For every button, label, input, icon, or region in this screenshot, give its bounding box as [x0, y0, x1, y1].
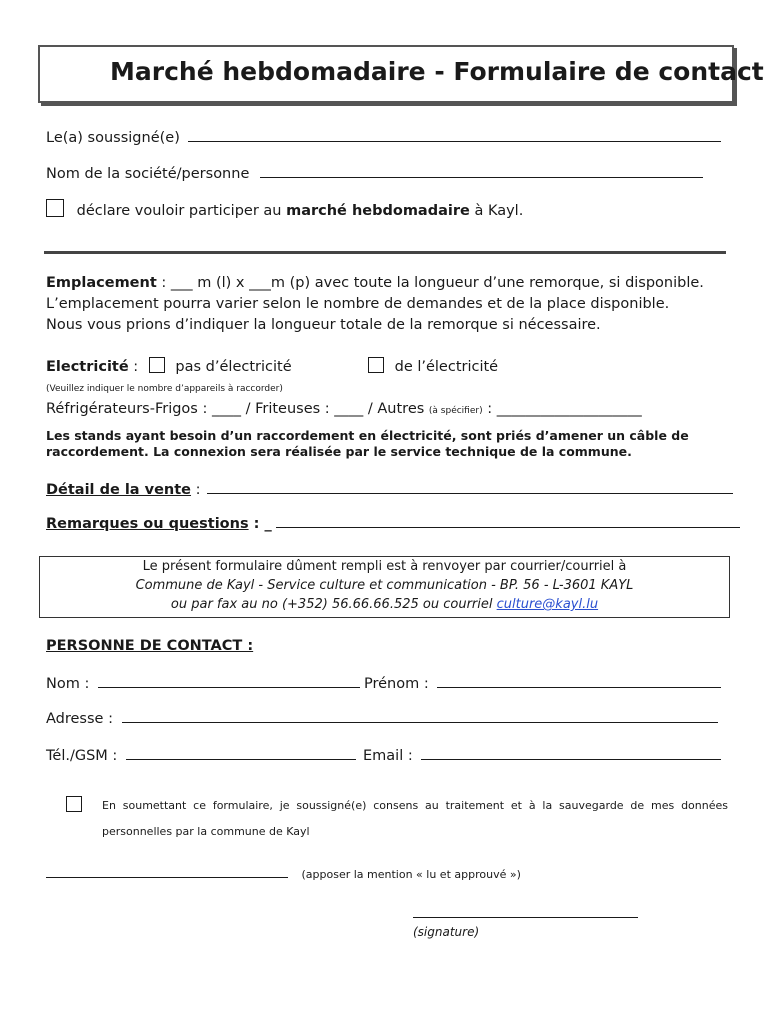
electricite-row [46, 357, 292, 375]
electricity-checkbox[interactable] [368, 357, 384, 373]
page-title: Marché hebdomadaire - Formulaire de contact [110, 57, 764, 86]
no-electricity-label: pas d’électricité [175, 359, 292, 375]
soussigne-field[interactable] [188, 128, 721, 142]
adresse-field[interactable] [122, 709, 718, 723]
email-field[interactable] [421, 746, 721, 760]
electricite-colon: : [128, 359, 139, 375]
declare-checkbox[interactable] [46, 199, 64, 217]
remarques-suffix: : _ [248, 516, 272, 532]
remarques-row [46, 514, 740, 532]
declare-row [46, 199, 523, 219]
tel-label: Tél./GSM : [46, 748, 118, 764]
emplacement-line2: L’emplacement pourra varier selon le nombre de demandes et de la place disponible. [46, 296, 670, 312]
emplacement-line1-text: : ___ m (l) x ___m (p) avec toute la longueur d’une remorque, si disponible. [156, 275, 704, 291]
declare-text-before: déclare vouloir participer au [76, 203, 287, 219]
signature-field[interactable] [413, 917, 638, 918]
electricity-label: de l’électricité [394, 359, 499, 375]
address-line1: Le présent formulaire dûment rempli est à renvoyer par courrier/courriel à [142, 559, 627, 574]
adresse-label: Adresse : [46, 711, 113, 727]
consent-text: En soumettant ce formulaire, je soussigné(e) consens au traitement et à la sauvegarde de mes données personnelles par la commune de Kayl [102, 799, 728, 838]
detail-vente-suffix: : [191, 482, 201, 498]
mention-field[interactable] [46, 864, 288, 878]
no-electricity-checkbox[interactable] [149, 357, 165, 373]
remarques-field[interactable] [276, 514, 740, 528]
autres-fill: : ____________________ [482, 401, 642, 417]
appliances-text: Réfrigérateurs-Frigos : ____ / Friteuses : ____ / Autres [46, 401, 425, 417]
adresse-row [46, 709, 718, 727]
soussigne-row [46, 128, 721, 146]
address-line3-text: ou par fax au no (+352) 56.66.66.525 ou courriel [170, 597, 497, 612]
specifier-note: (à spécifier) [428, 406, 483, 416]
appliances-row [46, 401, 642, 417]
detail-vente-row [46, 480, 733, 498]
tel-field[interactable] [126, 746, 356, 760]
email-label: Email : [363, 748, 413, 764]
nom-label: Nom : [46, 676, 90, 692]
electricity-option-row [368, 357, 498, 375]
detail-vente-label: Détail de la vente [46, 482, 192, 498]
return-address-box [39, 556, 730, 618]
contact-heading: PERSONNE DE CONTACT : [46, 638, 254, 654]
prenom-row [364, 674, 721, 692]
consent-checkbox[interactable] [66, 796, 82, 812]
emplacement-label: Emplacement [46, 275, 157, 291]
mention-row [46, 864, 521, 881]
tel-row [46, 746, 356, 764]
contact-heading-row [46, 638, 253, 654]
electricite-label: Electricité [46, 359, 129, 375]
emplacement-line3: Nous vous prions d’indiquer la longueur totale de la remorque si nécessaire. [46, 317, 601, 333]
address-line3 [40, 595, 729, 614]
societe-field[interactable] [260, 164, 703, 178]
address-line2: Commune de Kayl - Service culture et communication - BP. 56 - L-3601 KAYL [135, 578, 634, 593]
email-row [363, 746, 721, 764]
remarques-label: Remarques ou questions [46, 516, 249, 532]
societe-label: Nom de la société/personne [46, 166, 250, 182]
declare-text-bold: marché hebdomadaire [286, 203, 470, 219]
section-divider [44, 251, 726, 254]
societe-row [46, 164, 703, 182]
title-box [38, 45, 764, 103]
email-link[interactable]: culture@kayl.lu [496, 597, 599, 612]
emplacement-line1 [46, 275, 704, 291]
stands-note: Les stands ayant besoin d’un raccordement en électricité, sont priés d’amener un câble de raccordement. La connexion sera réalisée par le service technique de la commune. [46, 428, 689, 459]
signature-label: (signature) [413, 925, 480, 939]
nom-field[interactable] [98, 674, 360, 688]
prenom-label: Prénom : [364, 676, 429, 692]
mention-label: (apposer la mention « lu et approuvé ») [301, 868, 521, 881]
soussigne-label: Le(a) soussigné(e) [46, 130, 180, 146]
declare-text-after: à Kayl. [469, 203, 524, 219]
prenom-field[interactable] [437, 674, 721, 688]
nom-row [46, 674, 360, 692]
electricite-note: (Veuillez indiquer le nombre d’appareils à raccorder) [46, 384, 283, 394]
detail-vente-field[interactable] [207, 480, 733, 494]
